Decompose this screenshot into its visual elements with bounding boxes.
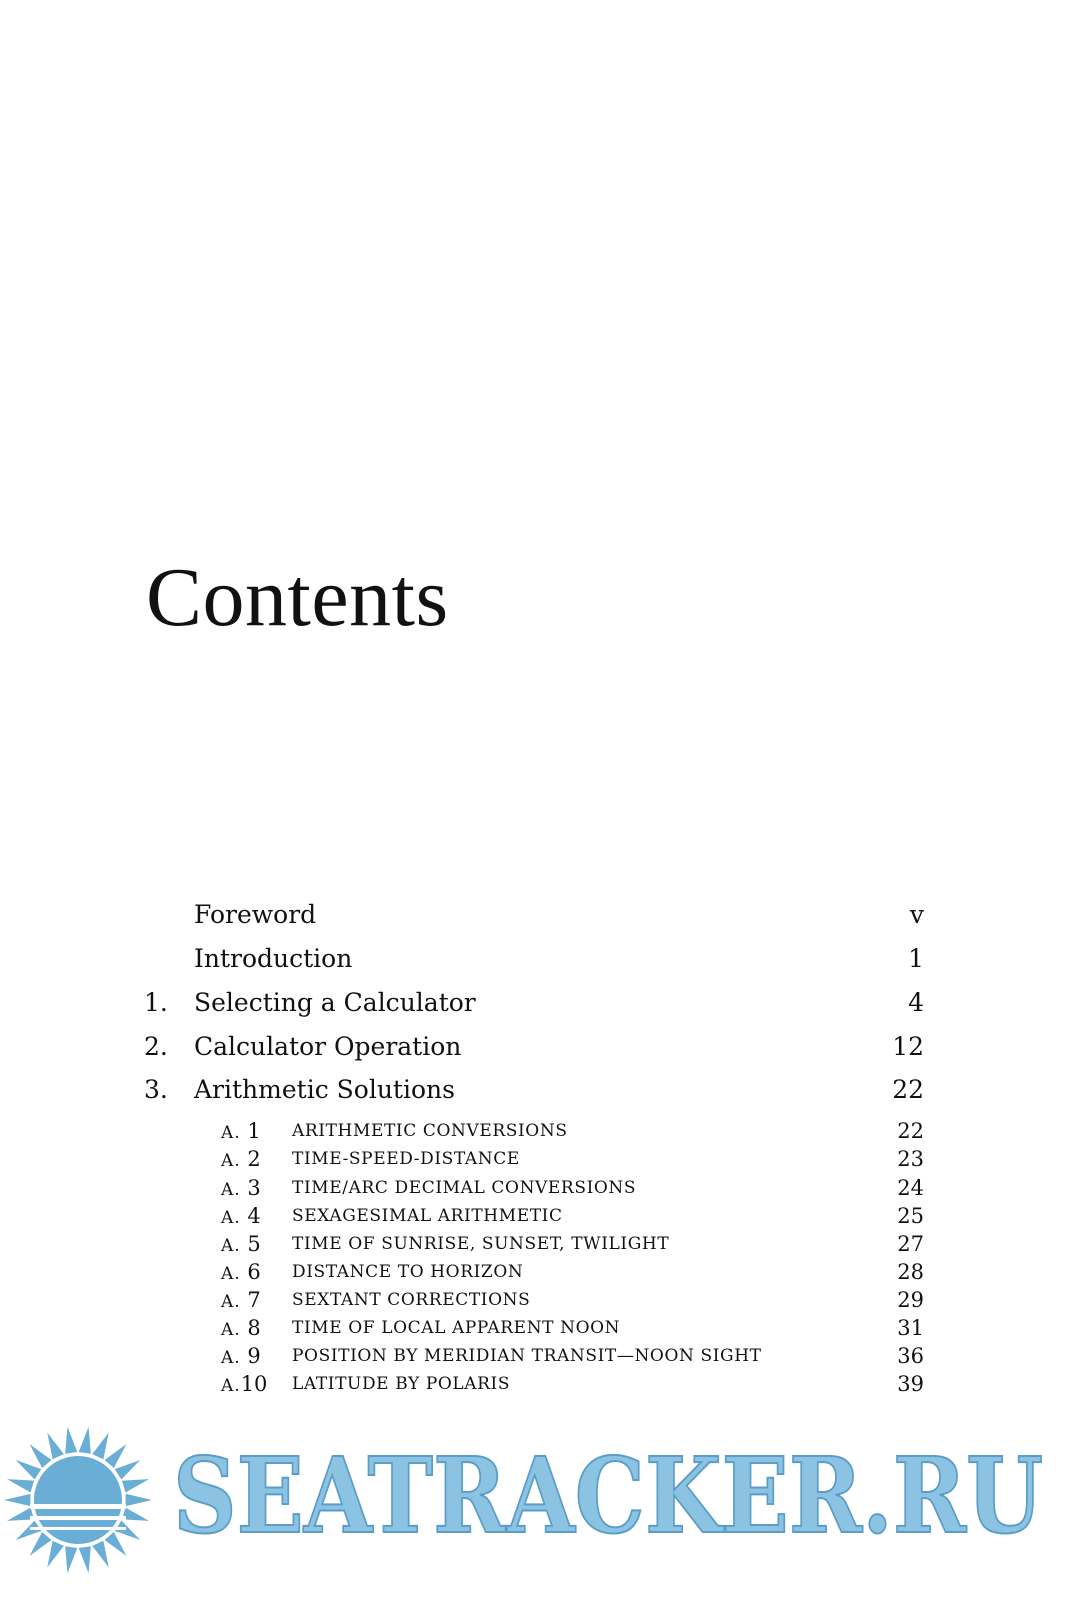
section-number: 9 — [247, 1344, 261, 1368]
watermark-text: SEATRACKER.RU — [173, 1434, 1043, 1557]
section-number: 7 — [247, 1288, 261, 1312]
section-title: TIME/ARC DECIMAL CONVERSIONS — [292, 1178, 637, 1198]
page-number: v — [909, 900, 924, 929]
page-number: 23 — [897, 1147, 924, 1171]
toc-section-a10[interactable] — [0, 1370, 1080, 1398]
section-title: SEXTANT CORRECTIONS — [292, 1290, 531, 1310]
toc-entry-chapter-2[interactable] — [0, 1027, 1080, 1067]
page-number: 4 — [908, 988, 924, 1017]
page-number: 22 — [892, 1075, 924, 1104]
chapter-title: Calculator Operation — [194, 1032, 462, 1061]
sun-icon — [4, 1427, 152, 1573]
toc-section-a4[interactable] — [0, 1202, 1080, 1230]
page-number: 28 — [897, 1260, 924, 1284]
section-number: 3 — [247, 1176, 261, 1200]
toc-entry-chapter-1[interactable] — [0, 983, 1080, 1023]
toc-entry-chapter-3[interactable] — [0, 1070, 1080, 1110]
page-number: 1 — [908, 944, 924, 973]
section-prefix: A. — [221, 1292, 241, 1312]
chapter-title: Introduction — [194, 944, 353, 973]
section-prefix: A. — [221, 1348, 241, 1368]
toc-section-a1[interactable] — [0, 1117, 1080, 1145]
page-number: 22 — [897, 1119, 924, 1143]
section-number: 6 — [247, 1260, 261, 1284]
chapter-title: Selecting a Calculator — [194, 988, 476, 1017]
section-prefix: A. — [221, 1320, 241, 1340]
toc-section-a9[interactable] — [0, 1342, 1080, 1370]
toc-section-a3[interactable] — [0, 1174, 1080, 1202]
page-number: 25 — [897, 1204, 924, 1228]
toc-section-a7[interactable] — [0, 1286, 1080, 1314]
chapter-title: Foreword — [194, 900, 317, 929]
section-prefix: A. — [221, 1123, 241, 1143]
toc-section-a2[interactable] — [0, 1145, 1080, 1173]
page-number: 27 — [897, 1232, 924, 1256]
page-number: 29 — [897, 1288, 924, 1312]
watermark — [0, 1420, 1080, 1580]
section-title: POSITION BY MERIDIAN TRANSIT—NOON SIGHT — [292, 1346, 762, 1366]
section-title: LATITUDE BY POLARIS — [292, 1374, 511, 1394]
page-number: 36 — [897, 1344, 924, 1368]
section-title: ARITHMETIC CONVERSIONS — [292, 1121, 568, 1141]
section-title: TIME-SPEED-DISTANCE — [292, 1149, 520, 1169]
section-number: 8 — [247, 1316, 261, 1340]
page-number: 39 — [897, 1372, 924, 1396]
section-prefix: A. — [221, 1180, 241, 1200]
toc-section-a5[interactable] — [0, 1230, 1080, 1258]
section-number: 2 — [247, 1147, 261, 1171]
toc-entry-introduction[interactable] — [0, 939, 1080, 979]
page-number: 24 — [897, 1176, 924, 1200]
section-title: DISTANCE TO HORIZON — [292, 1262, 524, 1282]
toc-section-a8[interactable] — [0, 1314, 1080, 1342]
page-title: Contents — [146, 551, 449, 644]
toc-section-a6[interactable] — [0, 1258, 1080, 1286]
section-title: TIME OF LOCAL APPARENT NOON — [292, 1318, 621, 1338]
section-title: SEXAGESIMAL ARITHMETIC — [292, 1206, 563, 1226]
chapter-number: 2. — [144, 1032, 168, 1061]
section-number: 1 — [247, 1119, 261, 1143]
section-number: 5 — [247, 1232, 261, 1256]
page-number: 12 — [892, 1032, 924, 1061]
section-prefix: A. — [221, 1151, 241, 1171]
page-number: 31 — [897, 1316, 924, 1340]
section-prefix: A. — [221, 1208, 241, 1228]
section-title: TIME OF SUNRISE, SUNSET, TWILIGHT — [292, 1234, 670, 1254]
chapter-title: Arithmetic Solutions — [194, 1075, 455, 1104]
section-prefix: A. — [221, 1376, 241, 1396]
chapter-number: 3. — [144, 1075, 168, 1104]
section-prefix: A. — [221, 1264, 241, 1284]
section-prefix: A. — [221, 1236, 241, 1256]
section-number: 4 — [247, 1204, 261, 1228]
chapter-number: 1. — [144, 988, 168, 1017]
toc-entry-foreword[interactable] — [0, 895, 1080, 935]
section-number: 10 — [240, 1372, 268, 1396]
